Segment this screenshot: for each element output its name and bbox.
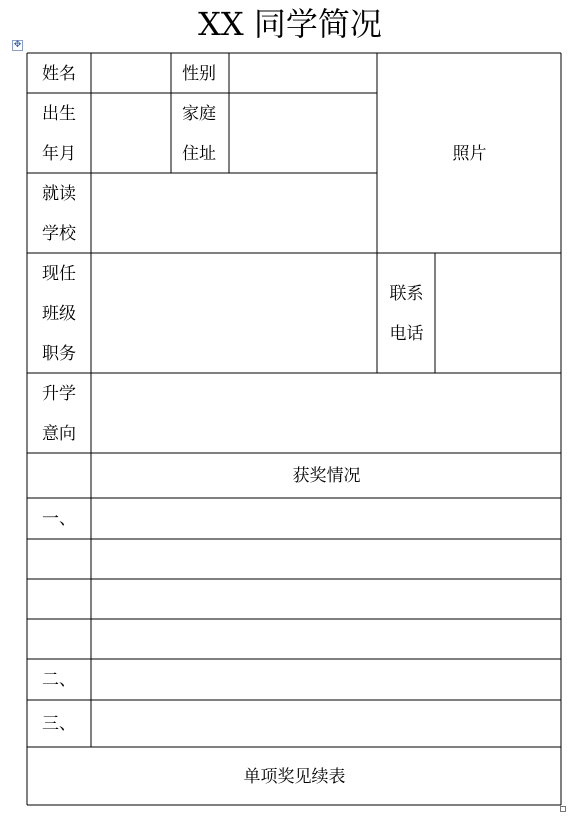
awards-header: 获奖情况 — [292, 466, 361, 486]
school-label: 就读 学校 — [42, 183, 76, 244]
intention-field[interactable] — [92, 374, 561, 453]
birth-field[interactable] — [92, 94, 171, 173]
award-row-label — [28, 580, 91, 619]
photo-box[interactable] — [378, 54, 561, 253]
address-field[interactable] — [230, 94, 377, 173]
address-label: 家庭 住址 — [182, 103, 216, 164]
award-row-field[interactable] — [92, 620, 561, 659]
award-row-field[interactable] — [92, 660, 561, 700]
phone-field[interactable] — [436, 254, 561, 373]
award-row-field[interactable] — [92, 701, 561, 747]
award-row-label: 三、 — [42, 714, 76, 734]
gender-field[interactable] — [230, 54, 377, 93]
award-row-label — [28, 540, 91, 579]
document-title: XX 同学简况 — [198, 5, 382, 43]
award-row-field[interactable] — [92, 540, 561, 579]
award-row-field[interactable] — [92, 580, 561, 619]
position-label: 现任 班级 职务 — [42, 263, 76, 364]
name-field[interactable] — [92, 54, 171, 93]
table-move-handle-icon[interactable]: ✥ — [13, 40, 22, 50]
award-row-label — [28, 620, 91, 659]
phone-label: 联系 电话 — [389, 283, 424, 344]
school-field[interactable] — [92, 174, 377, 253]
gender-label: 性别 — [182, 63, 216, 84]
award-row-field[interactable] — [92, 499, 561, 539]
position-field[interactable] — [92, 254, 377, 373]
award-row-label: 二、 — [42, 670, 76, 690]
table-resize-handle-icon[interactable] — [560, 806, 566, 812]
awards-header-spacer — [28, 454, 91, 498]
award-row-label: 一、 — [42, 509, 76, 529]
intention-label: 升学 意向 — [42, 383, 76, 444]
birth-label: 出生 年月 — [42, 103, 76, 164]
photo-label: 照片 — [452, 143, 487, 164]
footer-note: 单项奖见续表 — [243, 766, 346, 787]
name-label: 姓名 — [42, 63, 76, 84]
